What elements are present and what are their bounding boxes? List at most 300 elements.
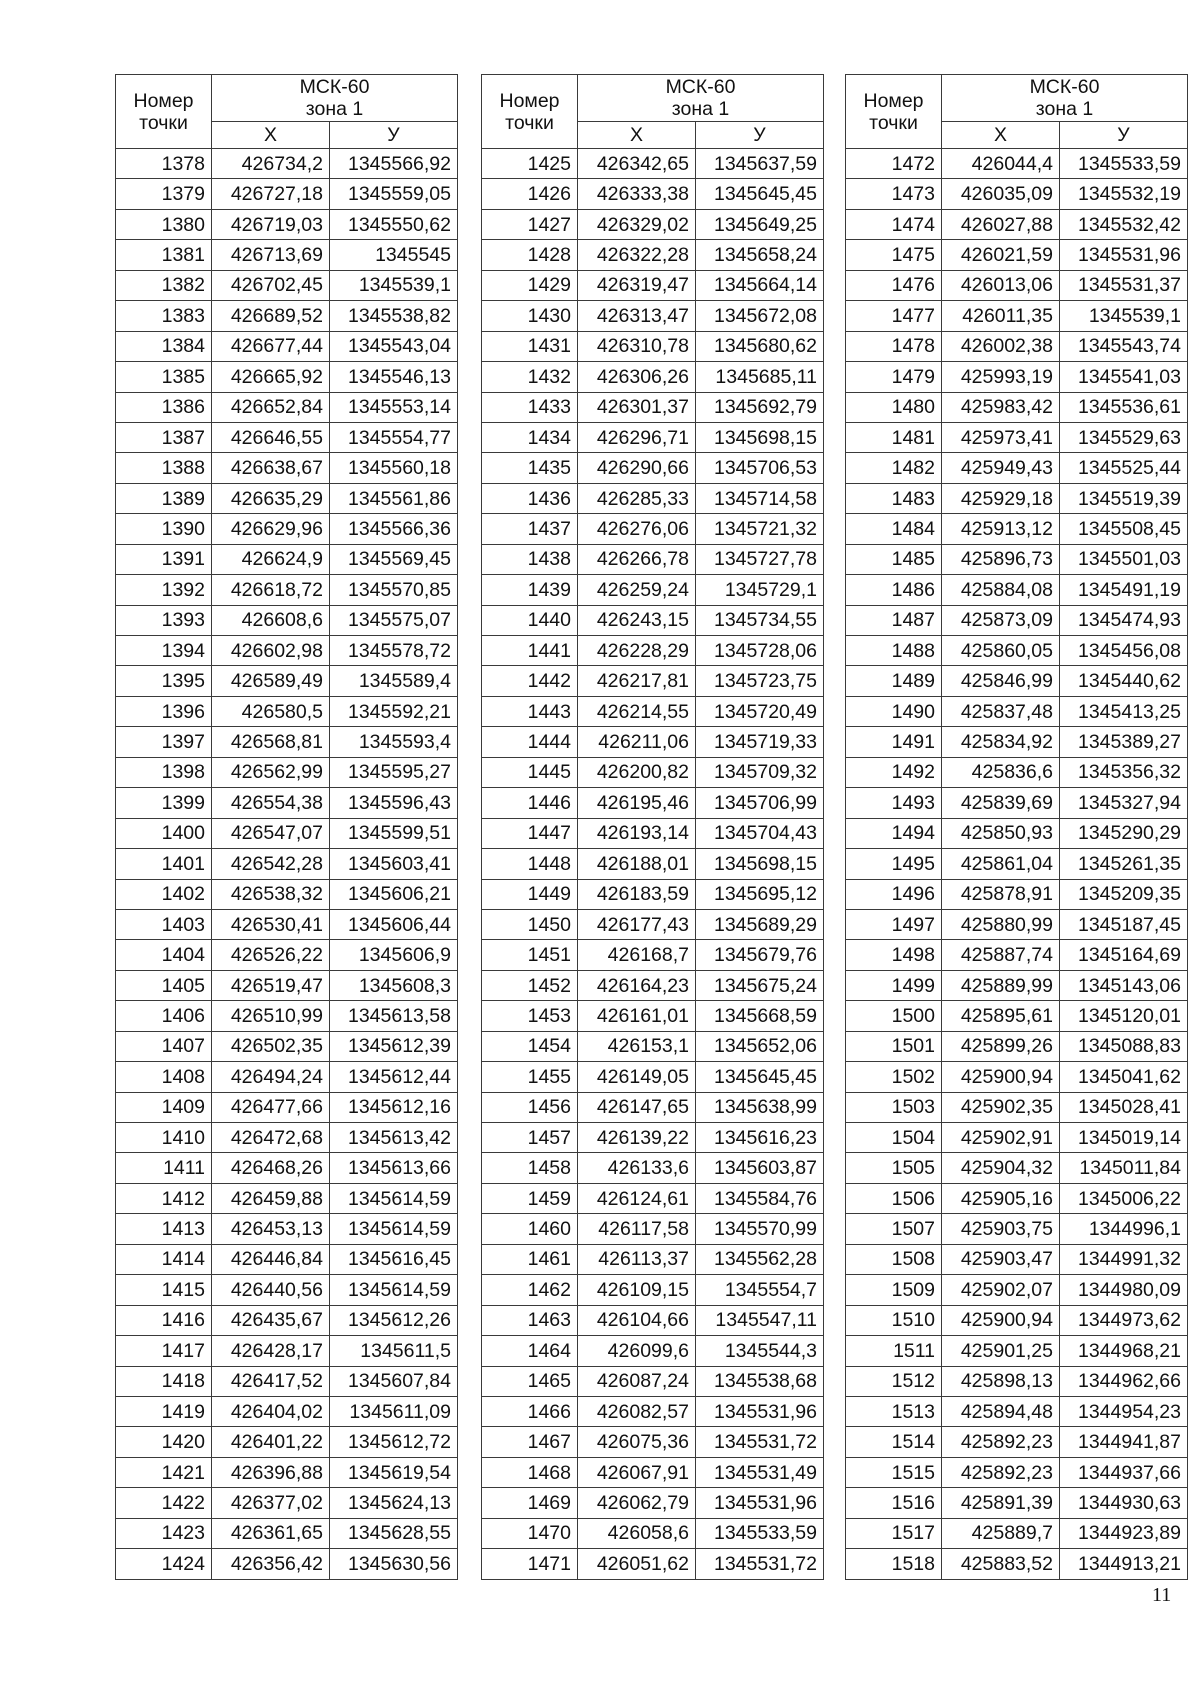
point-number-cell: 1432 [482,362,578,392]
table-row [846,483,1188,513]
x-cell: 426554,38 [212,788,330,818]
point-number-cell: 1406 [116,1001,212,1031]
y-cell: 1344941,87 [1060,1427,1188,1457]
point-number-cell: 1495 [846,849,942,879]
y-cell: 1345545 [330,240,458,270]
y-cell: 1345695,12 [696,879,824,909]
table-row [116,1062,458,1092]
y-cell: 1345698,15 [696,849,824,879]
y-cell: 1345389,27 [1060,727,1188,757]
header-point-number [482,75,578,149]
header-coordinate-system [578,75,824,122]
point-number-cell: 1400 [116,818,212,848]
table-row [482,666,824,696]
y-cell: 1345413,25 [1060,696,1188,726]
y-cell: 1345612,72 [330,1427,458,1457]
table-row [846,818,1188,848]
y-cell: 1345536,61 [1060,392,1188,422]
y-cell: 1345645,45 [696,1062,824,1092]
point-number-cell: 1464 [482,1336,578,1366]
point-number-cell: 1439 [482,575,578,605]
x-cell: 425839,69 [942,788,1060,818]
table-row [482,1457,824,1487]
y-cell: 1345723,75 [696,666,824,696]
point-number-cell: 1392 [116,575,212,605]
table-row [482,909,824,939]
y-cell: 1345607,84 [330,1366,458,1396]
x-cell: 425901,25 [942,1336,1060,1366]
table-row [846,605,1188,635]
table-row [116,1457,458,1487]
x-cell: 426618,72 [212,575,330,605]
y-cell: 1345566,92 [330,149,458,179]
table-row [846,1092,1188,1122]
point-number-cell: 1488 [846,636,942,666]
table-row [116,1031,458,1061]
x-cell: 425892,23 [942,1427,1060,1457]
point-number-cell: 1512 [846,1366,942,1396]
table-row [116,727,458,757]
x-cell: 426214,55 [578,696,696,726]
point-number-cell: 1397 [116,727,212,757]
x-cell: 426195,46 [578,788,696,818]
y-cell: 1345570,85 [330,575,458,605]
table-row [846,301,1188,331]
table-row [116,757,458,787]
point-number-cell: 1428 [482,240,578,270]
x-cell: 426133,6 [578,1153,696,1183]
y-cell: 1345541,03 [1060,362,1188,392]
x-cell: 425837,48 [942,696,1060,726]
y-cell: 1345544,3 [696,1336,824,1366]
x-cell: 426665,92 [212,362,330,392]
table-row [116,179,458,209]
y-cell: 1345525,44 [1060,453,1188,483]
table-row [846,362,1188,392]
table-row [116,331,458,361]
point-number-cell: 1463 [482,1305,578,1335]
x-cell: 426446,84 [212,1244,330,1274]
y-cell: 1345614,59 [330,1275,458,1305]
y-cell: 1345187,45 [1060,909,1188,939]
table-row [116,1488,458,1518]
point-number-cell: 1483 [846,483,942,513]
table-row [482,1366,824,1396]
y-cell: 1344937,66 [1060,1457,1188,1487]
point-number-cell: 1416 [116,1305,212,1335]
y-cell: 1345356,32 [1060,757,1188,787]
table-row [116,392,458,422]
point-number-cell: 1434 [482,422,578,452]
point-number-cell: 1443 [482,696,578,726]
x-cell: 426542,28 [212,849,330,879]
y-cell: 1345088,83 [1060,1031,1188,1061]
table-row [116,1396,458,1426]
table-row [482,1549,824,1579]
x-cell: 426459,88 [212,1183,330,1213]
x-cell: 425902,91 [942,1123,1060,1153]
table-row [846,666,1188,696]
y-cell: 1345658,24 [696,240,824,270]
point-number-cell: 1455 [482,1062,578,1092]
table-row [116,422,458,452]
table-row [846,149,1188,179]
y-cell: 1345543,74 [1060,331,1188,361]
point-number-cell: 1515 [846,1457,942,1487]
point-number-cell: 1427 [482,209,578,239]
point-number-cell: 1404 [116,940,212,970]
table-row [116,818,458,848]
x-cell: 426702,45 [212,270,330,300]
table-row [116,209,458,239]
y-cell: 1345612,39 [330,1031,458,1061]
x-cell: 426719,03 [212,209,330,239]
y-cell: 1345531,96 [696,1396,824,1426]
point-number-cell: 1393 [116,605,212,635]
point-number-cell: 1385 [116,362,212,392]
table-row [482,1305,824,1335]
point-number-cell: 1423 [116,1518,212,1548]
y-cell: 1344954,23 [1060,1396,1188,1426]
x-cell: 426301,37 [578,392,696,422]
point-number-cell: 1389 [116,483,212,513]
table-row [482,331,824,361]
point-number-cell: 1504 [846,1123,942,1153]
point-number-cell: 1402 [116,879,212,909]
point-number-cell: 1485 [846,544,942,574]
y-cell: 1345616,45 [330,1244,458,1274]
point-number-cell: 1466 [482,1396,578,1426]
point-number-cell: 1502 [846,1062,942,1092]
y-cell: 1345546,13 [330,362,458,392]
y-cell: 1345698,15 [696,422,824,452]
y-cell: 1345547,11 [696,1305,824,1335]
y-cell: 1345456,08 [1060,636,1188,666]
x-cell: 425887,74 [942,940,1060,970]
point-number-cell: 1424 [116,1549,212,1579]
table-row [116,149,458,179]
x-cell: 425836,6 [942,757,1060,787]
y-cell: 1345675,24 [696,970,824,1000]
x-cell: 426161,01 [578,1001,696,1031]
table-row [482,1092,824,1122]
y-cell: 1345539,1 [1060,301,1188,331]
table-row [116,544,458,574]
y-cell: 1345719,33 [696,727,824,757]
y-cell: 1345028,41 [1060,1092,1188,1122]
x-cell: 426333,38 [578,179,696,209]
y-cell: 1345554,7 [696,1275,824,1305]
point-number-cell: 1486 [846,575,942,605]
y-cell: 1345645,45 [696,179,824,209]
y-cell: 1345550,62 [330,209,458,239]
point-number-cell: 1477 [846,301,942,331]
point-number-cell: 1396 [116,696,212,726]
point-number-cell: 1435 [482,453,578,483]
point-number-cell: 1505 [846,1153,942,1183]
header-x: Х [212,122,330,149]
table-row [482,940,824,970]
point-number-cell: 1489 [846,666,942,696]
y-cell: 1345566,36 [330,514,458,544]
y-cell: 1345143,06 [1060,970,1188,1000]
coordinates-table-1 [115,74,458,1580]
table-row [846,240,1188,270]
table-row [846,1214,1188,1244]
x-cell: 425902,35 [942,1092,1060,1122]
x-cell: 426689,52 [212,301,330,331]
point-number-cell: 1387 [116,422,212,452]
x-cell: 425834,92 [942,727,1060,757]
x-cell: 426164,23 [578,970,696,1000]
y-cell: 1345532,19 [1060,179,1188,209]
y-cell: 1345531,72 [696,1427,824,1457]
x-cell: 425902,07 [942,1275,1060,1305]
y-cell: 1345603,41 [330,849,458,879]
point-number-cell: 1420 [116,1427,212,1457]
x-cell: 426188,01 [578,849,696,879]
table-row [482,392,824,422]
y-cell: 1345041,62 [1060,1062,1188,1092]
table-row [482,1275,824,1305]
y-cell: 1345720,49 [696,696,824,726]
table-row [482,970,824,1000]
table-row [846,544,1188,574]
x-cell: 426200,82 [578,757,696,787]
point-number-cell: 1384 [116,331,212,361]
point-number-cell: 1450 [482,909,578,939]
point-number-cell: 1461 [482,1244,578,1274]
y-cell: 1345606,9 [330,940,458,970]
x-cell: 426075,36 [578,1427,696,1457]
x-cell: 426404,02 [212,1396,330,1426]
x-cell: 426602,98 [212,636,330,666]
point-number-cell: 1421 [116,1457,212,1487]
x-cell: 426035,09 [942,179,1060,209]
header-coordinate-system-label: МСК-60 зона 1 [1029,76,1100,120]
point-number-cell: 1471 [482,1549,578,1579]
x-cell: 425899,26 [942,1031,1060,1061]
table-row [846,331,1188,361]
point-number-cell: 1436 [482,483,578,513]
page-number: 11 [1152,1584,1172,1606]
point-number-cell: 1475 [846,240,942,270]
x-cell: 426058,6 [578,1518,696,1548]
x-cell: 426044,4 [942,149,1060,179]
table-body [116,149,458,1580]
y-cell: 1345501,03 [1060,544,1188,574]
y-cell: 1345652,06 [696,1031,824,1061]
y-cell: 1344980,09 [1060,1275,1188,1305]
x-cell: 426243,15 [578,605,696,635]
point-number-cell: 1516 [846,1488,942,1518]
table-row [116,1092,458,1122]
point-number-cell: 1458 [482,1153,578,1183]
x-cell: 426296,71 [578,422,696,452]
x-cell: 426494,24 [212,1062,330,1092]
point-number-cell: 1478 [846,331,942,361]
table-row [116,453,458,483]
table-row [482,483,824,513]
point-number-cell: 1410 [116,1123,212,1153]
x-cell: 426635,29 [212,483,330,513]
point-number-cell: 1438 [482,544,578,574]
table-row [482,1244,824,1274]
point-number-cell: 1430 [482,301,578,331]
header-y: У [1060,122,1188,149]
x-cell: 426329,02 [578,209,696,239]
point-number-cell: 1484 [846,514,942,544]
table-row [116,849,458,879]
x-cell: 425993,19 [942,362,1060,392]
y-cell: 1345611,09 [330,1396,458,1426]
point-number-cell: 1401 [116,849,212,879]
point-number-cell: 1513 [846,1396,942,1426]
x-cell: 426377,02 [212,1488,330,1518]
x-cell: 425903,47 [942,1244,1060,1274]
x-cell: 425929,18 [942,483,1060,513]
y-cell: 1345680,62 [696,331,824,361]
table-row [846,1123,1188,1153]
x-cell: 426356,42 [212,1549,330,1579]
table-row [116,575,458,605]
y-cell: 1345685,11 [696,362,824,392]
point-number-cell: 1454 [482,1031,578,1061]
x-cell: 425846,99 [942,666,1060,696]
x-cell: 426109,15 [578,1275,696,1305]
y-cell: 1345606,21 [330,879,458,909]
table-row [846,788,1188,818]
x-cell: 425873,09 [942,605,1060,635]
x-cell: 425973,41 [942,422,1060,452]
x-cell: 426290,66 [578,453,696,483]
table-row [482,362,824,392]
header-point-number-label: Номер точки [133,89,194,134]
x-cell: 425983,42 [942,392,1060,422]
table-row [482,575,824,605]
point-number-cell: 1453 [482,1001,578,1031]
x-cell: 426117,58 [578,1214,696,1244]
point-number-cell: 1452 [482,970,578,1000]
x-cell: 426153,1 [578,1031,696,1061]
x-cell: 425913,12 [942,514,1060,544]
header-coordinate-system-label: МСК-60 зона 1 [665,76,736,120]
header-point-number-label: Номер точки [499,89,560,134]
x-cell: 426177,43 [578,909,696,939]
point-number-cell: 1442 [482,666,578,696]
table-row [116,1549,458,1579]
x-cell: 426589,49 [212,666,330,696]
y-cell: 1345006,22 [1060,1183,1188,1213]
x-cell: 425880,99 [942,909,1060,939]
x-cell: 425949,43 [942,453,1060,483]
y-cell: 1344962,66 [1060,1366,1188,1396]
x-cell: 426624,9 [212,544,330,574]
point-number-cell: 1405 [116,970,212,1000]
table-row [482,696,824,726]
y-cell: 1345679,76 [696,940,824,970]
point-number-cell: 1446 [482,788,578,818]
point-number-cell: 1479 [846,362,942,392]
table-row [116,1366,458,1396]
y-cell: 1345011,84 [1060,1153,1188,1183]
point-number-cell: 1426 [482,179,578,209]
table-row [482,879,824,909]
x-cell: 426538,32 [212,879,330,909]
y-cell: 1345672,08 [696,301,824,331]
y-cell: 1345589,4 [330,666,458,696]
x-cell: 426217,81 [578,666,696,696]
y-cell: 1345531,72 [696,1549,824,1579]
header-point-number-label: Номер точки [863,89,924,134]
y-cell: 1345561,86 [330,483,458,513]
y-cell: 1345614,59 [330,1214,458,1244]
y-cell: 1345616,23 [696,1123,824,1153]
y-cell: 1345612,26 [330,1305,458,1335]
point-number-cell: 1418 [116,1366,212,1396]
table-row [846,1244,1188,1274]
table-row [846,696,1188,726]
table-row [846,940,1188,970]
x-cell: 426062,79 [578,1488,696,1518]
point-number-cell: 1440 [482,605,578,635]
point-number-cell: 1494 [846,818,942,848]
y-cell: 1345728,06 [696,636,824,666]
header-y: У [696,122,824,149]
table-row [116,362,458,392]
x-cell: 426502,35 [212,1031,330,1061]
y-cell: 1345562,28 [696,1244,824,1274]
header-coordinate-system [942,75,1188,122]
table-row [846,392,1188,422]
y-cell: 1345628,55 [330,1518,458,1548]
point-number-cell: 1381 [116,240,212,270]
y-cell: 1344930,63 [1060,1488,1188,1518]
point-number-cell: 1500 [846,1001,942,1031]
point-number-cell: 1415 [116,1275,212,1305]
table-row [116,1001,458,1031]
table-row [116,270,458,300]
point-number-cell: 1379 [116,179,212,209]
y-cell: 1345612,16 [330,1092,458,1122]
point-number-cell: 1399 [116,788,212,818]
table-row [482,1183,824,1213]
y-cell: 1345578,72 [330,636,458,666]
point-number-cell: 1462 [482,1275,578,1305]
x-cell: 426477,66 [212,1092,330,1122]
x-cell: 426139,22 [578,1123,696,1153]
x-cell: 426417,52 [212,1366,330,1396]
table-row [846,575,1188,605]
header-coordinate-system [212,75,458,122]
x-cell: 425861,04 [942,849,1060,879]
x-cell: 426013,06 [942,270,1060,300]
table-row [116,636,458,666]
point-number-cell: 1383 [116,301,212,331]
y-cell: 1345440,62 [1060,666,1188,696]
point-number-cell: 1407 [116,1031,212,1061]
point-number-cell: 1480 [846,392,942,422]
y-cell: 1344996,1 [1060,1214,1188,1244]
x-cell: 426306,26 [578,362,696,392]
table-row [846,1153,1188,1183]
x-cell: 426228,29 [578,636,696,666]
table-row [482,605,824,635]
x-cell: 425860,05 [942,636,1060,666]
point-number-cell: 1481 [846,422,942,452]
table-row [482,788,824,818]
x-cell: 425884,08 [942,575,1060,605]
